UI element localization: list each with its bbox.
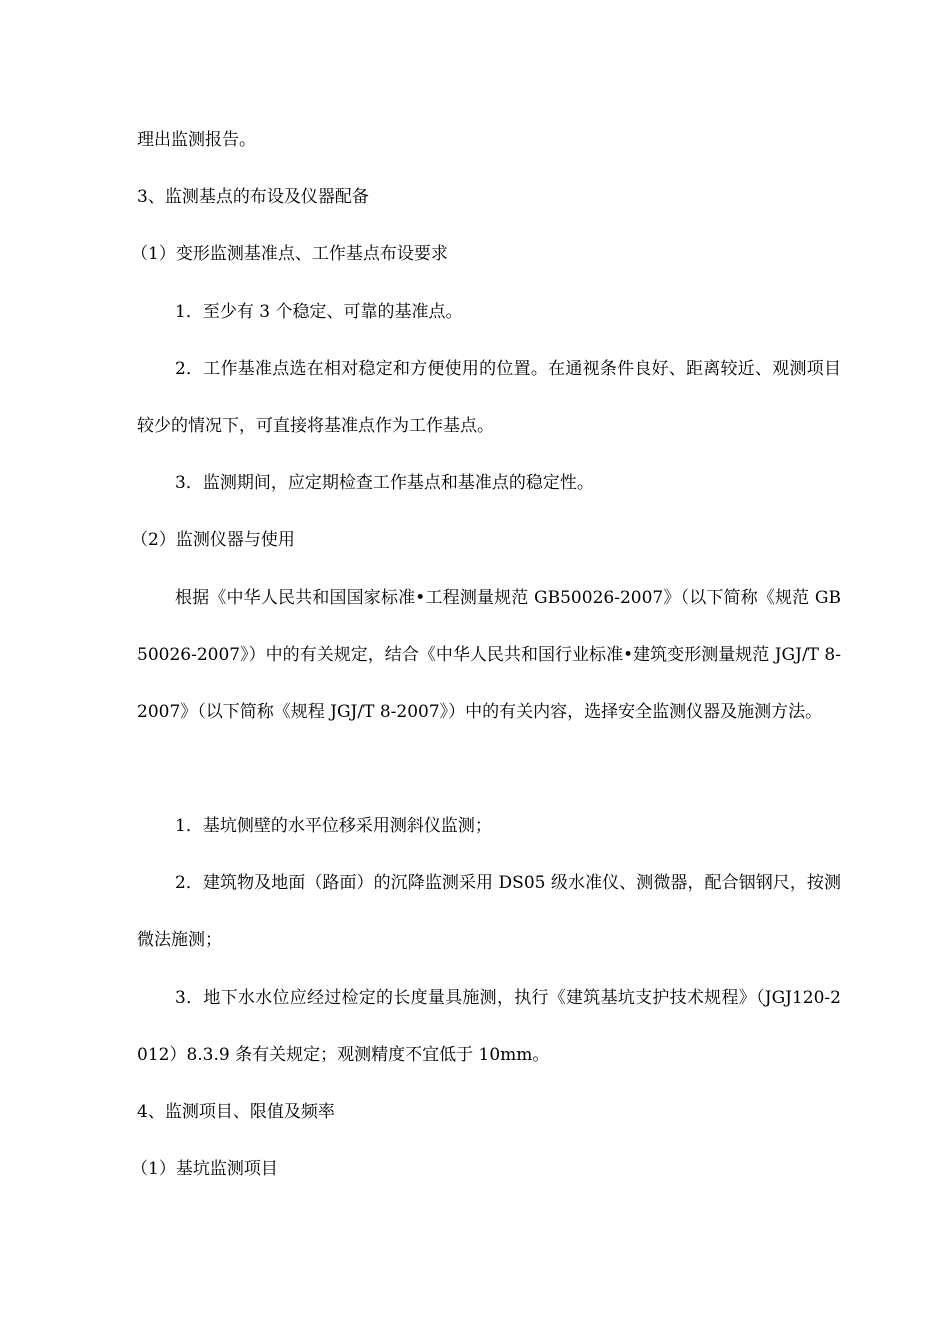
list-item-instrument-1: 1．基坑侧壁的水平位移采用测斜仪监测； — [175, 816, 492, 836]
paragraph-instruments: 根据《中华人民共和国国家标准•工程测量规范 GB50026-2007》（以下简称《规范 GB50026-2007》）中的有关规定，结合《中华人民共和国行业标准•建筑变形测量规范 JGJ/T 8-2007》（以下简称《规程 JGJ/T 8-2007》）中的有关内容，选择安全监测仪器及施测方法。 — [137, 588, 841, 722]
list-item-2: 2．工作基准点选在相对稳定和方便使用的位置。在通视条件良好、距离较近、观测项目较少的情况下，可直接将基准点作为工作基点。 — [137, 359, 841, 436]
subsection-heading-2: （2）监测仪器与使用 — [131, 530, 295, 550]
section-heading-4: 4、监测项目、限值及频率 — [137, 1102, 335, 1122]
list-item-instrument-2: 2．建筑物及地面（路面）的沉降监测采用 DS05 级水准仪、测微器，配合铟钢尺，按测微法施测； — [137, 873, 841, 950]
subsection-heading-1: （1）变形监测基准点、工作基点布设要求 — [131, 244, 448, 264]
paragraph-continuation: 理出监测报告。 — [137, 130, 256, 150]
subsection-heading-foundation: （1）基坑监测项目 — [131, 1159, 278, 1179]
list-item-instrument-3: 3．地下水水位应经过检定的长度量具施测，执行《建筑基坑支护技术规程》（JGJ120-2012）8.3.9 条有关规定；观测精度不宜低于 10mm。 — [137, 988, 841, 1065]
section-heading-3: 3、监测基点的布设及仪器配备 — [137, 187, 369, 207]
list-item-1: 1．至少有 3 个稳定、可靠的基准点。 — [175, 302, 463, 322]
list-item-3: 3．监测期间，应定期检查工作基点和基准点的稳定性。 — [175, 473, 594, 493]
